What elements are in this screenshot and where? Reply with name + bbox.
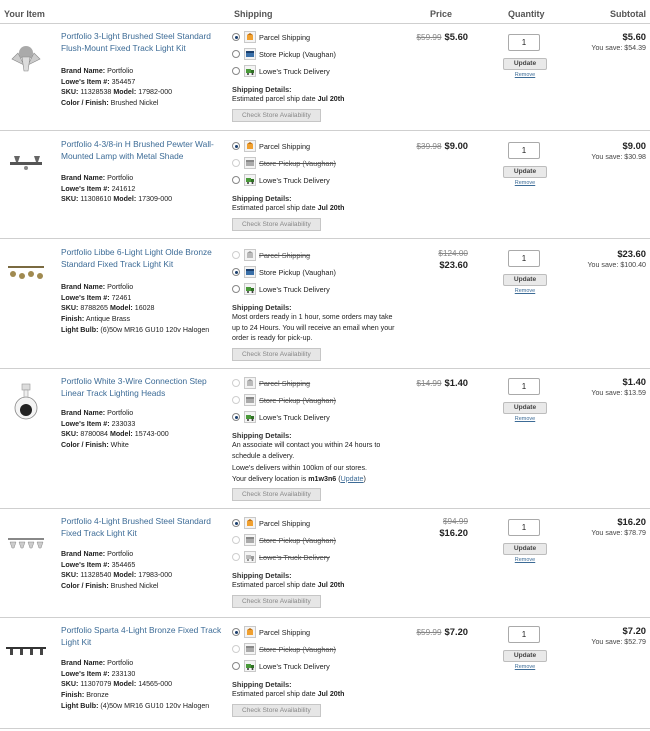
was-price: $39.98	[416, 142, 442, 151]
cart-table-header	[0, 0, 650, 24]
sku-value: 11308610	[80, 195, 112, 204]
ship-date-value: Jul 20th	[317, 690, 345, 698]
ship-date-label: Estimated parcel ship date	[232, 204, 316, 212]
update-button[interactable]: Update	[503, 58, 547, 70]
brand-value: Portfolio	[107, 659, 134, 667]
truck-icon	[244, 411, 256, 423]
ship-option-label: Parcel Shipping	[259, 33, 311, 42]
you-save	[591, 529, 646, 537]
product-thumbnail[interactable]	[4, 250, 48, 294]
brand-value: Portfolio	[107, 550, 134, 558]
price-cell	[400, 377, 468, 388]
subtotal-cell	[591, 516, 646, 537]
sku-label: SKU:	[61, 680, 79, 689]
shipping-details-title: Shipping Details:	[232, 431, 292, 440]
radio-disabled	[232, 536, 240, 544]
check-store-availability-button[interactable]: Check Store Availability	[232, 109, 321, 122]
shipping-details-title: Shipping Details:	[232, 680, 292, 689]
shipping-details-title: Shipping Details:	[232, 85, 292, 94]
color-finish-value: Brushed Nickel	[110, 99, 159, 108]
cart-row	[0, 25, 650, 131]
product-name-link[interactable]: Portfolio White 3-Wire Connection Step Linear Track Lighting Heads	[61, 376, 207, 399]
radio-disabled	[232, 645, 240, 653]
lowes-item-value: 354465	[111, 560, 136, 569]
truck-icon	[244, 283, 256, 295]
light-bulb-label: Light Bulb:	[61, 325, 99, 334]
finish-value: Antique Brass	[85, 315, 131, 324]
lowes-item-label: Lowe's Item #:	[61, 560, 110, 569]
quantity-input[interactable]	[508, 626, 540, 643]
now-price: $5.60	[444, 31, 468, 42]
now-price: $7.20	[444, 626, 468, 637]
sku-value: 11328540	[80, 571, 112, 580]
ship-option-truck[interactable]	[232, 65, 402, 82]
radio[interactable]	[232, 67, 240, 75]
store-icon	[244, 157, 256, 169]
store-icon	[244, 266, 256, 278]
remove-link[interactable]: Remove	[514, 557, 536, 563]
shipping-options	[232, 377, 402, 501]
ship-option-parcel	[232, 249, 402, 266]
brand-value: Portfolio	[107, 174, 134, 182]
ship-option-store-pickup	[232, 157, 402, 174]
sku-value: 11328538	[80, 88, 112, 97]
subtotal-amount: $23.60	[617, 248, 646, 259]
header-your-item: Your Item	[4, 9, 45, 19]
remove-link[interactable]: Remove	[514, 664, 536, 670]
delivery-location: Your delivery location is m1w3n6 (Update)	[232, 474, 366, 483]
quantity-input[interactable]	[508, 34, 540, 51]
update-button[interactable]: Update	[503, 274, 547, 286]
quantity-cell	[503, 142, 547, 186]
sku-label: SKU:	[61, 304, 79, 313]
model-label: Model:	[109, 304, 133, 313]
quantity-input[interactable]	[508, 378, 540, 395]
store-icon	[244, 394, 256, 406]
subtotal-amount: $16.20	[617, 516, 646, 527]
ship-option-truck[interactable]	[232, 174, 402, 191]
box-icon	[244, 140, 256, 152]
now-price: $9.00	[444, 140, 468, 151]
box-icon	[244, 249, 256, 261]
you-save	[591, 389, 646, 397]
shipping-options	[232, 140, 402, 231]
check-store-availability-button[interactable]: Check Store Availability	[232, 348, 321, 361]
quantity-cell	[503, 378, 547, 422]
brand-label: Brand Name:	[61, 67, 106, 75]
quantity-cell	[503, 626, 547, 670]
header-subtotal: Subtotal	[610, 9, 646, 19]
brand-value: Portfolio	[107, 283, 134, 291]
model-value: 15743-000	[134, 430, 169, 439]
truck-icon	[244, 660, 256, 672]
product-thumbnail[interactable]	[4, 520, 48, 564]
truck-icon	[244, 174, 256, 186]
ship-option-label: Parcel Shipping	[259, 379, 311, 388]
shipping-details-text	[232, 94, 402, 105]
ship-option-parcel[interactable]	[232, 140, 402, 157]
radio[interactable]	[232, 662, 240, 670]
shipping-details-title: Shipping Details:	[232, 571, 292, 580]
finish-label: Finish:	[61, 691, 85, 700]
store-icon	[244, 643, 256, 655]
light-bulb-label: Light Bulb:	[61, 701, 99, 710]
remove-link[interactable]: Remove	[514, 288, 536, 294]
subtotal-amount: $9.00	[622, 140, 646, 151]
you-save-label: You save:	[591, 153, 623, 161]
radio[interactable]	[232, 176, 240, 184]
you-save-label: You save:	[591, 389, 623, 397]
ship-option-label: Parcel Shipping	[259, 142, 311, 151]
was-price: $59.99	[416, 33, 442, 42]
finish-label: Finish:	[61, 315, 85, 324]
color-finish-label: Color / Finish:	[61, 99, 109, 108]
ship-option-parcel	[232, 377, 402, 394]
ship-option-label: Parcel Shipping	[259, 519, 311, 528]
light-bulb-value: (4)50w MR16 GU10 120v Halogen	[100, 701, 210, 710]
sku-value: 11307079	[80, 680, 112, 689]
ship-option-label: Lowe's Truck Delivery	[259, 67, 330, 76]
lowes-item-value: 233130	[111, 669, 136, 678]
sku-label: SKU:	[61, 571, 79, 580]
lowes-item-label: Lowe's Item #:	[61, 669, 110, 678]
brand-label: Brand Name:	[61, 409, 106, 417]
ship-option-truck[interactable]	[232, 283, 402, 300]
radio[interactable]	[232, 50, 240, 58]
update-button[interactable]: Update	[503, 402, 547, 414]
product-name-link[interactable]: Portfolio Libbe 6-Light Light Olde Bronze Standard Fixed Track Light Kit	[61, 247, 212, 270]
brand-label: Brand Name:	[61, 283, 106, 291]
ship-date-value: Jul 20th	[317, 204, 345, 212]
subtotal-cell	[591, 376, 646, 397]
box-icon	[244, 517, 256, 529]
ship-option-label: Store Pickup (Vaughan)	[259, 50, 336, 59]
quantity-input[interactable]	[508, 250, 540, 267]
color-finish-value: White	[110, 441, 129, 450]
you-save-value: $30.98	[624, 153, 646, 161]
ship-option-label: Lowe's Truck Delivery	[259, 176, 330, 185]
lowes-item-value: 354457	[111, 77, 136, 86]
product-meta	[61, 66, 231, 109]
ship-option-store-pickup	[232, 643, 402, 660]
sku-label: SKU:	[61, 430, 79, 439]
ship-option-store-pickup	[232, 394, 402, 411]
radio-disabled	[232, 159, 240, 167]
ship-option-truck[interactable]	[232, 660, 402, 677]
subtotal-amount: $1.40	[622, 376, 646, 387]
check-store-availability-button[interactable]: Check Store Availability	[232, 704, 321, 717]
ship-option-label: Store Pickup (Vaughan)	[259, 536, 336, 545]
you-save	[587, 261, 646, 269]
subtotal-cell	[587, 248, 646, 269]
shipping-details-text: An associate will contact you within 24 hours to schedule a delivery.	[232, 441, 381, 460]
quantity-input[interactable]	[508, 142, 540, 159]
ship-option-truck	[232, 551, 402, 568]
subtotal-cell	[591, 625, 646, 646]
lowes-item-value: 233033	[111, 419, 136, 428]
ship-option-label: Parcel Shipping	[259, 251, 311, 260]
you-save-value: $54.39	[624, 44, 646, 52]
quantity-cell	[503, 519, 547, 563]
lowes-item-label: Lowe's Item #:	[61, 293, 110, 302]
product-meta	[61, 173, 231, 205]
ship-option-label: Lowe's Truck Delivery	[259, 553, 330, 562]
radio-disabled	[232, 553, 240, 561]
ship-option-store-pickup	[232, 534, 402, 551]
shipping-details-title: Shipping Details:	[232, 194, 292, 203]
header-shipping: Shipping	[234, 9, 273, 19]
ship-option-store-pickup[interactable]	[232, 266, 402, 283]
header-price: Price	[430, 9, 453, 19]
lowes-item-value: 72461	[111, 293, 132, 302]
shipping-details-title: Shipping Details:	[232, 303, 292, 312]
shipping-details-text	[232, 203, 402, 214]
price-cell	[400, 626, 468, 637]
ship-option-label: Store Pickup (Vaughan)	[259, 645, 336, 654]
quantity-cell	[503, 34, 547, 78]
product-meta	[61, 408, 231, 451]
product-meta	[61, 658, 231, 712]
you-save-label: You save:	[591, 44, 623, 52]
cart-row	[0, 240, 650, 369]
model-label: Model:	[109, 430, 133, 439]
radio-selected[interactable]	[232, 268, 240, 276]
radio-selected[interactable]	[232, 519, 240, 527]
sku-label: SKU:	[61, 88, 79, 97]
check-store-availability-button[interactable]: Check Store Availability	[232, 595, 321, 608]
shipping-options	[232, 517, 402, 608]
product-thumbnail[interactable]	[4, 35, 48, 79]
product-thumbnail[interactable]	[4, 140, 48, 184]
ship-option-parcel[interactable]	[232, 517, 402, 534]
cart-row	[0, 370, 650, 509]
remove-link[interactable]: Remove	[514, 416, 536, 422]
price-cell	[400, 140, 468, 151]
quantity-cell	[503, 250, 547, 294]
color-finish-value: Brushed Nickel	[110, 582, 159, 591]
delivery-range-text: Lowe's delivers within 100km of our stores.	[232, 464, 368, 472]
price-cell	[400, 31, 468, 42]
model-label: Model:	[113, 571, 137, 580]
update-button[interactable]: Update	[503, 650, 547, 662]
you-save-label: You save:	[591, 529, 623, 537]
you-save-label: You save:	[591, 638, 623, 646]
radio-selected[interactable]	[232, 33, 240, 41]
quantity-input[interactable]	[508, 519, 540, 536]
was-price: $94.99	[442, 517, 468, 526]
color-finish-label: Color / Finish:	[61, 582, 109, 591]
lowes-item-value: 241612	[111, 184, 136, 193]
model-value: 17982-000	[138, 88, 173, 97]
lowes-item-label: Lowe's Item #:	[61, 184, 110, 193]
box-icon	[244, 626, 256, 638]
sku-value: 8780084	[80, 430, 108, 439]
ship-option-truck[interactable]	[232, 411, 402, 428]
shipping-details-text	[232, 580, 402, 591]
model-value: 14565-000	[138, 680, 173, 689]
shipping-options	[232, 249, 402, 361]
you-save	[591, 638, 646, 646]
finish-value: Bronze	[86, 691, 109, 700]
store-icon	[244, 48, 256, 60]
model-label: Model:	[113, 680, 137, 689]
update-button[interactable]: Update	[503, 166, 547, 178]
now-price: $16.20	[439, 527, 468, 538]
brand-value: Portfolio	[107, 409, 134, 417]
shipping-options	[232, 31, 402, 122]
radio[interactable]	[232, 285, 240, 293]
you-save-value: $52.79	[624, 638, 646, 646]
store-icon	[244, 534, 256, 546]
sku-label: SKU:	[61, 195, 79, 204]
update-location-link[interactable]: Update	[340, 474, 364, 483]
remove-link[interactable]: Remove	[514, 180, 536, 186]
model-value: 16028	[134, 304, 155, 313]
truck-icon	[244, 551, 256, 563]
check-store-availability-button[interactable]: Check Store Availability	[232, 488, 321, 501]
ship-option-label: Store Pickup (Vaughan)	[259, 268, 336, 277]
product-name-link[interactable]: Portfolio 4-3/8-in H Brushed Pewter Wall-Mounted Lamp with Metal Shade	[61, 139, 214, 162]
shipping-options	[232, 626, 402, 717]
you-save-value: $100.40	[620, 261, 646, 269]
ship-date-value: Jul 20th	[317, 581, 345, 589]
model-label: Model:	[113, 88, 137, 97]
ship-option-store-pickup[interactable]	[232, 48, 402, 65]
radio-selected[interactable]	[232, 413, 240, 421]
brand-value: Portfolio	[107, 67, 134, 75]
update-button[interactable]: Update	[503, 543, 547, 555]
lowes-item-label: Lowe's Item #:	[61, 77, 110, 86]
delivery-location-code: m1w3n6	[308, 474, 337, 483]
product-name-link[interactable]: Portfolio 3-Light Brushed Steel Standard Flush-Mount Fixed Track Light Kit	[61, 31, 211, 54]
was-price: $124.00	[438, 249, 468, 258]
ship-option-label: Store Pickup (Vaughan)	[259, 159, 336, 168]
product-thumbnail[interactable]	[4, 380, 48, 424]
radio-disabled	[232, 379, 240, 387]
brand-label: Brand Name:	[61, 550, 106, 558]
radio-disabled	[232, 251, 240, 259]
product-name-link[interactable]: Portfolio 4-Light Brushed Steel Standard Fixed Track Light Kit	[61, 516, 211, 539]
check-store-availability-button[interactable]: Check Store Availability	[232, 218, 321, 231]
ship-date-label: Estimated parcel ship date	[232, 690, 316, 698]
ship-option-label: Parcel Shipping	[259, 628, 311, 637]
radio-selected[interactable]	[232, 628, 240, 636]
cart-row	[0, 510, 650, 618]
price-cell	[400, 517, 468, 538]
was-price: $14.99	[416, 379, 442, 388]
ship-option-parcel[interactable]	[232, 31, 402, 48]
light-bulb-value: (6)50w MR16 GU10 120v Halogen	[100, 325, 210, 334]
subtotal-cell	[591, 31, 646, 52]
ship-option-label: Lowe's Truck Delivery	[259, 413, 330, 422]
model-label: Model:	[113, 195, 137, 204]
ship-date-value: Jul 20th	[317, 95, 345, 103]
ship-date-label: Estimated parcel ship date	[232, 581, 316, 589]
cart-row	[0, 132, 650, 239]
box-icon	[244, 31, 256, 43]
color-finish-label: Color / Finish:	[61, 441, 109, 450]
lowes-item-label: Lowe's Item #:	[61, 419, 110, 428]
product-thumbnail[interactable]	[4, 627, 48, 671]
subtotal-amount: $5.60	[622, 31, 646, 42]
header-quantity: Quantity	[508, 9, 545, 19]
box-icon	[244, 377, 256, 389]
you-save	[591, 153, 646, 161]
shipping-details-text	[232, 689, 402, 700]
you-save-value: $13.59	[624, 389, 646, 397]
ship-option-label: Lowe's Truck Delivery	[259, 662, 330, 671]
cart-row	[0, 619, 650, 729]
sku-value: 8788265	[80, 304, 108, 313]
ship-option-label: Store Pickup (Vaughan)	[259, 396, 336, 405]
ship-option-parcel[interactable]	[232, 626, 402, 643]
subtotal-cell	[591, 140, 646, 161]
was-price: $59.99	[416, 628, 442, 637]
radio-selected[interactable]	[232, 142, 240, 150]
product-name-link[interactable]: Portfolio Sparta 4-Light Bronze Fixed Track Light Kit	[61, 625, 222, 648]
now-price: $1.40	[444, 377, 468, 388]
now-price: $23.60	[439, 259, 468, 270]
brand-label: Brand Name:	[61, 174, 106, 182]
delivery-location-label: Your delivery location is	[232, 474, 307, 483]
brand-label: Brand Name:	[61, 659, 106, 667]
remove-link[interactable]: Remove	[514, 72, 536, 78]
radio-disabled	[232, 396, 240, 404]
model-value: 17983-000	[138, 571, 173, 580]
model-value: 17309-000	[138, 195, 173, 204]
subtotal-amount: $7.20	[622, 625, 646, 636]
ship-date-label: Estimated parcel ship date	[232, 95, 316, 103]
product-meta	[61, 549, 231, 592]
shipping-details-text: Most orders ready in 1 hour, some orders may take up to 24 Hours. You will receive an email when your order is ready for pick-up.	[232, 313, 395, 342]
price-cell	[400, 249, 468, 270]
product-meta	[61, 282, 231, 336]
truck-icon	[244, 65, 256, 77]
you-save-value: $78.79	[624, 529, 646, 537]
you-save-label: You save:	[587, 261, 619, 269]
you-save	[591, 44, 646, 52]
ship-option-label: Lowe's Truck Delivery	[259, 285, 330, 294]
